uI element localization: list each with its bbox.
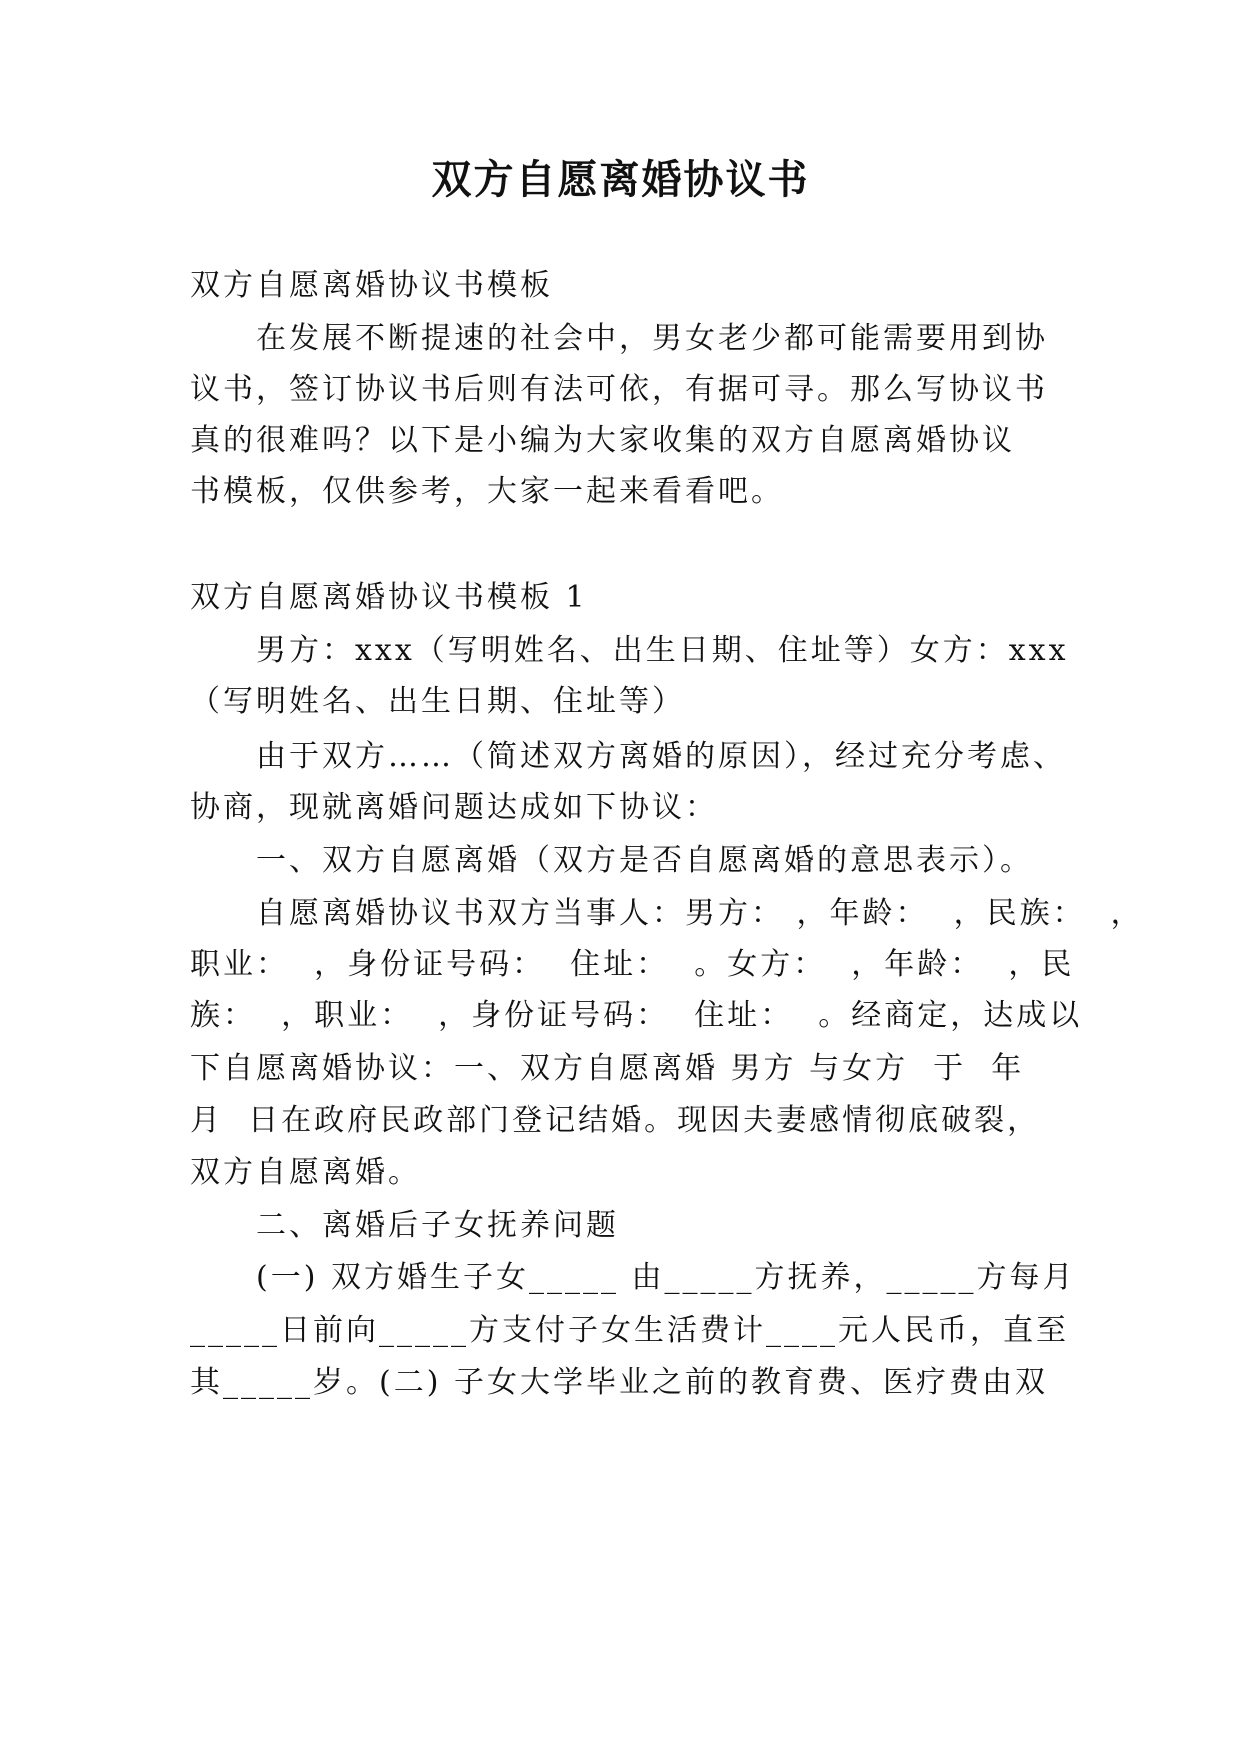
custody-line-2: _____日前向_____方支付子女生活费计____元人民币，直至 [190,1313,1069,1348]
details-line-1: 自愿离婚协议书双方当事人：男方： ，年龄： ，民族： ， [256,896,1144,931]
parties-line-2: （写明姓名、出生日期、住址等） [190,684,685,719]
details-line-2: 职业： ，身份证号码： 住址： 。女方： ，年龄： ，民 [190,947,1075,982]
parties-line-1: 男方：xxx（写明姓名、出生日期、住址等）女方：xxx [256,633,1069,668]
intro-paragraph-line-1: 在发展不断提速的社会中，男女老少都可能需要用到协 [256,321,1048,356]
details-line-5: 月 日在政府民政部门登记结婚。现因夫妻感情彻底破裂， [190,1103,1041,1138]
intro-paragraph-line-2: 议书，签订协议书后则有法可依，有据可寻。那么写协议书 [190,372,1048,407]
reason-line-2: 协商，现就离婚问题达成如下协议： [190,790,718,825]
section-heading-template: 双方自愿离婚协议书模板 [190,268,553,303]
details-line-3: 族： ，职业： ，身份证号码： 住址： 。经商定，达成以 [190,998,1083,1033]
section-heading-template-1: 双方自愿离婚协议书模板 1 [190,580,588,615]
custody-line-3: 其_____岁。(二) 子女大学毕业之前的教育费、医疗费由双 [190,1365,1048,1400]
intro-paragraph-line-4: 书模板，仅供参考，大家一起来看看吧。 [190,474,784,509]
document-title: 双方自愿离婚协议书 [431,156,810,203]
custody-line-1: (一) 双方婚生子女_____ 由_____方抚养，_____方每月 [256,1260,1076,1295]
details-line-4: 下自愿离婚协议：一、双方自愿离婚 男方 与女方 于 年 [190,1051,1025,1086]
clause-1-heading: 一、双方自愿离婚（双方是否自愿离婚的意思表示）。 [256,843,1033,878]
reason-line-1: 由于双方……（简述双方离婚的原因），经过充分考虑、 [256,739,1066,774]
details-line-6: 双方自愿离婚。 [190,1155,421,1190]
clause-2-heading: 二、离婚后子女抚养问题 [256,1208,619,1243]
intro-paragraph-line-3: 真的很难吗？以下是小编为大家收集的双方自愿离婚协议 [190,423,1015,458]
